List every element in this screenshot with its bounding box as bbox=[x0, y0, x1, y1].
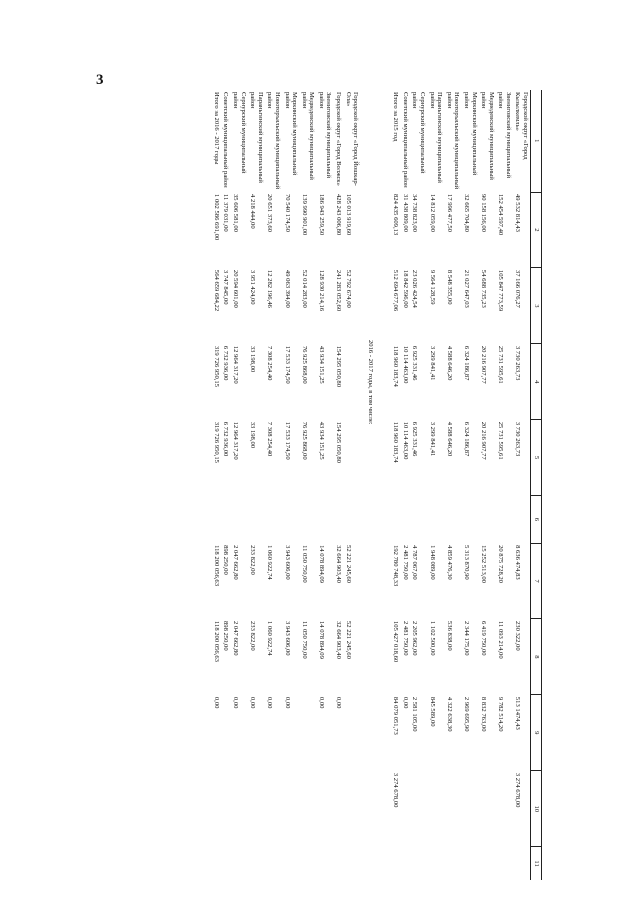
cell-value: 6 925 331,46 bbox=[411, 345, 419, 381]
cell-value: 3 943 606,00 bbox=[283, 620, 291, 656]
row-label: Новоторъяльский муниципальный район bbox=[445, 92, 461, 190]
cell-value: 898 250,00 bbox=[222, 620, 230, 651]
column-header-8: 8 bbox=[531, 619, 542, 695]
table-row bbox=[316, 90, 333, 880]
cell-value: 0,00 bbox=[266, 696, 274, 709]
cell-value: 35 606 581,00 bbox=[232, 194, 240, 232]
row-label: Медведевский муниципальный район bbox=[480, 92, 495, 180]
cell-value: 2 481 750,00 bbox=[401, 545, 409, 580]
cell-value: 512 694 677,06 bbox=[392, 269, 400, 312]
cell-value: 33 198,00 bbox=[249, 421, 257, 449]
cell-value: 0,00 bbox=[212, 696, 220, 709]
row-label: Медведевский муниципальный район bbox=[300, 92, 316, 180]
cell-value bbox=[316, 847, 333, 880]
cell-value: 2 581 105,00 bbox=[411, 696, 419, 732]
cell-value: 319 726 950,15 bbox=[212, 345, 220, 388]
cell-value: 3 274 678,00 bbox=[514, 772, 522, 808]
cell-value: 845 589,00 bbox=[428, 696, 436, 727]
cell-value: 192 780 748,33 bbox=[392, 545, 400, 587]
cell-value: 6 324 186,87 bbox=[462, 421, 470, 457]
cell-value bbox=[208, 496, 221, 543]
cell-value bbox=[221, 847, 231, 880]
cell-value: 233 822,00 bbox=[249, 545, 257, 575]
cell-value bbox=[388, 496, 401, 543]
cell-value: 186 943 259,50 bbox=[317, 194, 325, 236]
cell-value: 2 969 695,90 bbox=[462, 696, 470, 732]
cell-value: 154 295 050,80 bbox=[335, 421, 343, 463]
cell-value bbox=[410, 847, 427, 880]
table-row bbox=[444, 90, 461, 880]
row-label: Сернурский муниципальный район bbox=[232, 92, 247, 174]
table-header bbox=[531, 90, 542, 880]
cell-value: 12 964 317,20 bbox=[232, 345, 240, 384]
cell-value bbox=[400, 847, 410, 880]
cell-value: 76 925 868,00 bbox=[300, 421, 308, 460]
cell-value: 43 934 151,25 bbox=[317, 421, 325, 460]
table-row bbox=[299, 90, 316, 880]
row-label: Моркинский муниципальный район bbox=[462, 92, 478, 176]
cell-value: 1 060 922,74 bbox=[266, 620, 274, 656]
cell-value: 49 532 814,43 bbox=[514, 194, 522, 232]
cell-value: 0,00 bbox=[232, 696, 240, 709]
cell-value: 1 102 500,00 bbox=[428, 620, 436, 656]
cell-value: 513 1474,43 bbox=[514, 696, 522, 730]
cell-value bbox=[496, 847, 513, 880]
cell-value: 70 540 174,50 bbox=[283, 194, 291, 232]
cell-value bbox=[343, 695, 360, 771]
cell-value: 898 250,00 bbox=[222, 545, 230, 575]
row-label: Городской округ «Город Волжск» bbox=[335, 92, 343, 186]
cell-value: 105 013 919,60 bbox=[344, 194, 352, 236]
total-row-2016-2017 bbox=[208, 90, 221, 880]
cell-value bbox=[265, 496, 282, 543]
column-header-7: 7 bbox=[531, 543, 542, 619]
cell-value: 428 243 006,80 bbox=[335, 194, 343, 236]
cell-value bbox=[299, 847, 316, 880]
cell-value: 10 114 463,00 bbox=[401, 421, 409, 460]
cell-value bbox=[343, 420, 360, 496]
table-row bbox=[248, 90, 265, 880]
cell-value: 12 282 196,46 bbox=[266, 269, 274, 308]
table-row bbox=[221, 90, 231, 880]
cell-value bbox=[231, 771, 248, 847]
table-row bbox=[231, 90, 248, 880]
cell-value: 3 943 606,00 bbox=[283, 545, 291, 580]
cell-value: 17 996 477,50 bbox=[445, 194, 453, 232]
cell-value: 17 533 174,50 bbox=[283, 345, 291, 384]
cell-value bbox=[333, 771, 343, 847]
cell-value: 8 548 355,00 bbox=[445, 269, 453, 305]
table-row bbox=[333, 90, 343, 880]
cell-value: 6 732 936,00 bbox=[222, 345, 230, 381]
cell-value: 241 283 052,60 bbox=[335, 269, 343, 312]
cell-value: 4 787 067,00 bbox=[411, 545, 419, 580]
table-row bbox=[479, 90, 496, 880]
column-header-10: 10 bbox=[531, 771, 542, 847]
cell-value: 319 726 950,15 bbox=[212, 421, 220, 463]
cell-value: 4 588 646,20 bbox=[445, 421, 453, 457]
cell-value bbox=[343, 847, 360, 880]
cell-value: 1 948 089,00 bbox=[428, 545, 436, 580]
cell-value: 2 047 662,80 bbox=[232, 620, 240, 656]
cell-value: 84 079 051,73 bbox=[392, 696, 400, 735]
cell-value bbox=[513, 496, 531, 543]
row-label: Сернурский муниципальный район bbox=[411, 92, 427, 174]
cell-value bbox=[265, 771, 282, 847]
cell-value: 52 221 245,60 bbox=[344, 545, 352, 583]
cell-value: 2 344 175,00 bbox=[462, 620, 470, 656]
table-row bbox=[496, 90, 513, 880]
cell-value: 34 738 823,00 bbox=[411, 194, 419, 232]
cell-value bbox=[388, 847, 401, 880]
cell-value bbox=[461, 771, 478, 847]
cell-value: 76 925 868,00 bbox=[300, 345, 308, 384]
cell-value bbox=[299, 771, 316, 847]
section-heading-row bbox=[360, 90, 388, 880]
cell-value bbox=[299, 496, 316, 543]
column-header-1: 1 bbox=[531, 90, 542, 192]
cell-value: 49 063 394,00 bbox=[283, 269, 291, 308]
cell-value: 6 419 750,00 bbox=[480, 620, 488, 656]
table-row bbox=[410, 90, 427, 880]
cell-value bbox=[333, 847, 343, 880]
table-row bbox=[461, 90, 478, 880]
cell-value bbox=[282, 496, 299, 543]
cell-value: 20 875 728,20 bbox=[497, 545, 505, 583]
cell-value: 37 166 076,27 bbox=[514, 269, 522, 308]
cell-value: 14 812 059,00 bbox=[428, 194, 436, 232]
cell-value bbox=[208, 847, 221, 880]
cell-value: 32 664 903,40 bbox=[335, 545, 343, 583]
cell-value bbox=[316, 496, 333, 543]
row-label: Итого за 2016 - 2017 годы bbox=[212, 92, 220, 165]
cell-value: 6 925 331,46 bbox=[411, 421, 419, 457]
cell-value: 230 322,00 bbox=[514, 620, 522, 651]
row-label: Новоторъяльский муниципальный район bbox=[266, 92, 281, 190]
cell-value: 11 050 750,00 bbox=[300, 620, 308, 659]
cell-value bbox=[496, 771, 513, 847]
cell-value bbox=[496, 496, 513, 543]
cell-value: 12 964 317,20 bbox=[232, 421, 240, 460]
cell-value: 20 651 373,60 bbox=[266, 194, 274, 232]
cell-value: 20 216 907,77 bbox=[480, 345, 488, 384]
row-label: Моркинский муниципальный район bbox=[283, 92, 299, 176]
row-label: Звениговский муниципальный район bbox=[497, 92, 512, 178]
cell-value: 5 313 870,90 bbox=[462, 545, 470, 580]
cell-value: 18 842 596,00 bbox=[401, 269, 409, 308]
cell-value: 3 730 263,73 bbox=[514, 345, 522, 381]
cell-value: 1 002 586 691,00 bbox=[212, 194, 220, 241]
cell-value: 32 664 903,40 bbox=[335, 620, 343, 659]
table-row bbox=[265, 90, 282, 880]
cell-value: 0,00 bbox=[335, 696, 343, 709]
cell-value: 33 198,00 bbox=[249, 345, 257, 373]
cell-value: 4 322 638,30 bbox=[445, 696, 453, 732]
cell-value bbox=[479, 771, 496, 847]
cell-value: 3 299 841,41 bbox=[428, 345, 436, 381]
cell-value: 52 014 283,00 bbox=[300, 269, 308, 308]
row-label: Советский муниципальный район bbox=[401, 92, 409, 188]
cell-value bbox=[221, 496, 231, 543]
cell-value: 10 114 463,00 bbox=[401, 345, 409, 384]
cell-value: 152 454 597,40 bbox=[497, 194, 505, 236]
cell-value: 20 594 601,00 bbox=[232, 269, 240, 308]
cell-value bbox=[400, 771, 410, 847]
column-header-9: 9 bbox=[531, 695, 542, 771]
cell-value: 52 792 674,00 bbox=[344, 269, 352, 308]
cell-value bbox=[427, 496, 444, 543]
table-row bbox=[513, 90, 531, 880]
cell-value: 824 435 609,13 bbox=[392, 194, 400, 236]
cell-value: 4 859 476,30 bbox=[445, 545, 453, 580]
table-row bbox=[427, 90, 444, 880]
cell-value: 536 838,00 bbox=[445, 620, 453, 651]
cell-value: 31 438 809,00 bbox=[401, 194, 409, 232]
cell-value: 3 951 424,00 bbox=[249, 269, 257, 305]
cell-value bbox=[461, 847, 478, 880]
cell-value: 23 026 424,54 bbox=[411, 269, 419, 308]
cell-value: 4 588 646,20 bbox=[445, 345, 453, 381]
cell-value bbox=[444, 847, 461, 880]
section-title: 2016 - 2017 годы, в том числе: bbox=[366, 340, 374, 425]
cell-value bbox=[208, 771, 221, 847]
cell-value: 21 027 647,03 bbox=[462, 269, 470, 308]
cell-value: 43 934 151,25 bbox=[317, 345, 325, 384]
cell-value bbox=[282, 771, 299, 847]
budget-table bbox=[208, 90, 542, 880]
cell-value: 2 481 750,00 bbox=[401, 620, 409, 656]
cell-value: 2 205 962,00 bbox=[411, 620, 419, 656]
cell-value bbox=[461, 496, 478, 543]
column-header-2: 2 bbox=[531, 192, 542, 268]
cell-value: 3 274 678,00 bbox=[392, 772, 400, 808]
cell-value: 118 200 056,63 bbox=[212, 620, 220, 662]
cell-value: 564 659 684,22 bbox=[212, 269, 220, 312]
cell-value bbox=[427, 847, 444, 880]
row-label: Параньгинский муниципальный район bbox=[428, 92, 444, 183]
cell-value bbox=[316, 771, 333, 847]
cell-value: 52 221 245,60 bbox=[344, 620, 352, 659]
column-header-6: 6 bbox=[531, 496, 542, 543]
row-label: Городской округ «Город Кызылкемль» bbox=[514, 92, 529, 160]
table-row bbox=[343, 90, 360, 880]
cell-value bbox=[221, 695, 231, 771]
cell-value bbox=[343, 771, 360, 847]
cell-value bbox=[231, 496, 248, 543]
page-number: 3 bbox=[96, 72, 104, 88]
total-row-2015 bbox=[388, 90, 401, 880]
rotated-table-container bbox=[100, 90, 542, 880]
cell-value bbox=[444, 496, 461, 543]
cell-value: 7 308 254,40 bbox=[266, 345, 274, 381]
cell-value: 1 060 922,74 bbox=[266, 545, 274, 580]
cell-value bbox=[343, 496, 360, 543]
cell-value: 0,00 bbox=[317, 696, 325, 709]
cell-value: 14 078 894,09 bbox=[317, 620, 325, 659]
cell-value bbox=[265, 847, 282, 880]
cell-value: 233 822,00 bbox=[249, 620, 257, 651]
cell-value: 118 960 183,74 bbox=[392, 345, 400, 387]
cell-value bbox=[282, 847, 299, 880]
column-header-5: 5 bbox=[531, 420, 542, 496]
cell-value: 6 732 936,00 bbox=[222, 421, 230, 457]
table-body bbox=[208, 90, 530, 880]
cell-value: 139 990 901,00 bbox=[300, 194, 308, 236]
cell-value bbox=[400, 496, 410, 543]
cell-value: 9 782 514,20 bbox=[497, 696, 505, 732]
cell-value: 6 324 186,87 bbox=[462, 345, 470, 381]
cell-value: 54 688 735,23 bbox=[480, 269, 488, 308]
cell-value: 11 093 214,00 bbox=[497, 620, 505, 659]
cell-value: 105 847 773,59 bbox=[497, 269, 505, 312]
cell-value bbox=[231, 847, 248, 880]
cell-value: 20 216 907,77 bbox=[480, 421, 488, 460]
cell-value: 3 730 263,73 bbox=[514, 421, 522, 457]
cell-value: 11 050 750,00 bbox=[300, 545, 308, 583]
cell-value: 105 427 018,60 bbox=[392, 620, 400, 663]
cell-value bbox=[410, 771, 427, 847]
cell-value: 15 252 513,00 bbox=[480, 545, 488, 583]
cell-value: 25 731 595,61 bbox=[497, 345, 505, 384]
cell-value bbox=[444, 771, 461, 847]
cell-value bbox=[248, 771, 265, 847]
cell-value: 8 832 763,00 bbox=[480, 696, 488, 732]
row-label: Итого за 2015 год bbox=[392, 92, 400, 142]
cell-value: 3 747 845,00 bbox=[222, 269, 230, 305]
cell-value bbox=[479, 496, 496, 543]
row-label: Городской округ «Город Йошкар-Ола» bbox=[344, 92, 360, 186]
table-row bbox=[400, 90, 410, 880]
cell-value: 0,00 bbox=[283, 696, 291, 709]
cell-value: 11 379 031,00 bbox=[222, 194, 230, 232]
cell-value bbox=[427, 771, 444, 847]
table-row bbox=[282, 90, 299, 880]
cell-value: 118 200 056,63 bbox=[212, 545, 220, 587]
cell-value bbox=[299, 695, 316, 771]
cell-value bbox=[221, 771, 231, 847]
row-label: Советский муниципальный район bbox=[222, 92, 230, 188]
column-header-11: 11 bbox=[531, 847, 542, 880]
cell-value: 118 960 183,74 bbox=[392, 421, 400, 463]
row-label: Звениговский муниципальный район bbox=[317, 92, 333, 178]
cell-value bbox=[479, 847, 496, 880]
cell-value: 128 930 214,16 bbox=[317, 269, 325, 312]
cell-value bbox=[248, 847, 265, 880]
cell-value: 154 295 050,80 bbox=[335, 345, 343, 388]
cell-value bbox=[513, 847, 531, 880]
cell-value bbox=[248, 496, 265, 543]
column-header-4: 4 bbox=[531, 344, 542, 420]
cell-value: 8 636 474,83 bbox=[514, 545, 522, 580]
row-label: Параньгинский муниципальный район bbox=[249, 92, 264, 183]
cell-value: 0,00 bbox=[249, 696, 257, 709]
cell-value: 9 564 128,59 bbox=[428, 269, 436, 305]
cell-value: 17 533 174,50 bbox=[283, 421, 291, 460]
cell-value: 14 078 894,09 bbox=[317, 545, 325, 583]
cell-value: 7 308 254,40 bbox=[266, 421, 274, 457]
cell-value bbox=[333, 496, 343, 543]
column-header-3: 3 bbox=[531, 268, 542, 344]
cell-value: 4 218 444,00 bbox=[249, 194, 257, 229]
cell-value: 3 299 841,41 bbox=[428, 421, 436, 457]
cell-value: 25 731 595,61 bbox=[497, 421, 505, 460]
cell-value: 90 158 156,00 bbox=[480, 194, 488, 232]
cell-value: 32 665 704,80 bbox=[462, 194, 470, 232]
cell-value bbox=[343, 344, 360, 420]
cell-value bbox=[410, 496, 427, 543]
cell-value: 2 047 662,80 bbox=[232, 545, 240, 580]
cell-value: 0,00 bbox=[401, 696, 409, 709]
